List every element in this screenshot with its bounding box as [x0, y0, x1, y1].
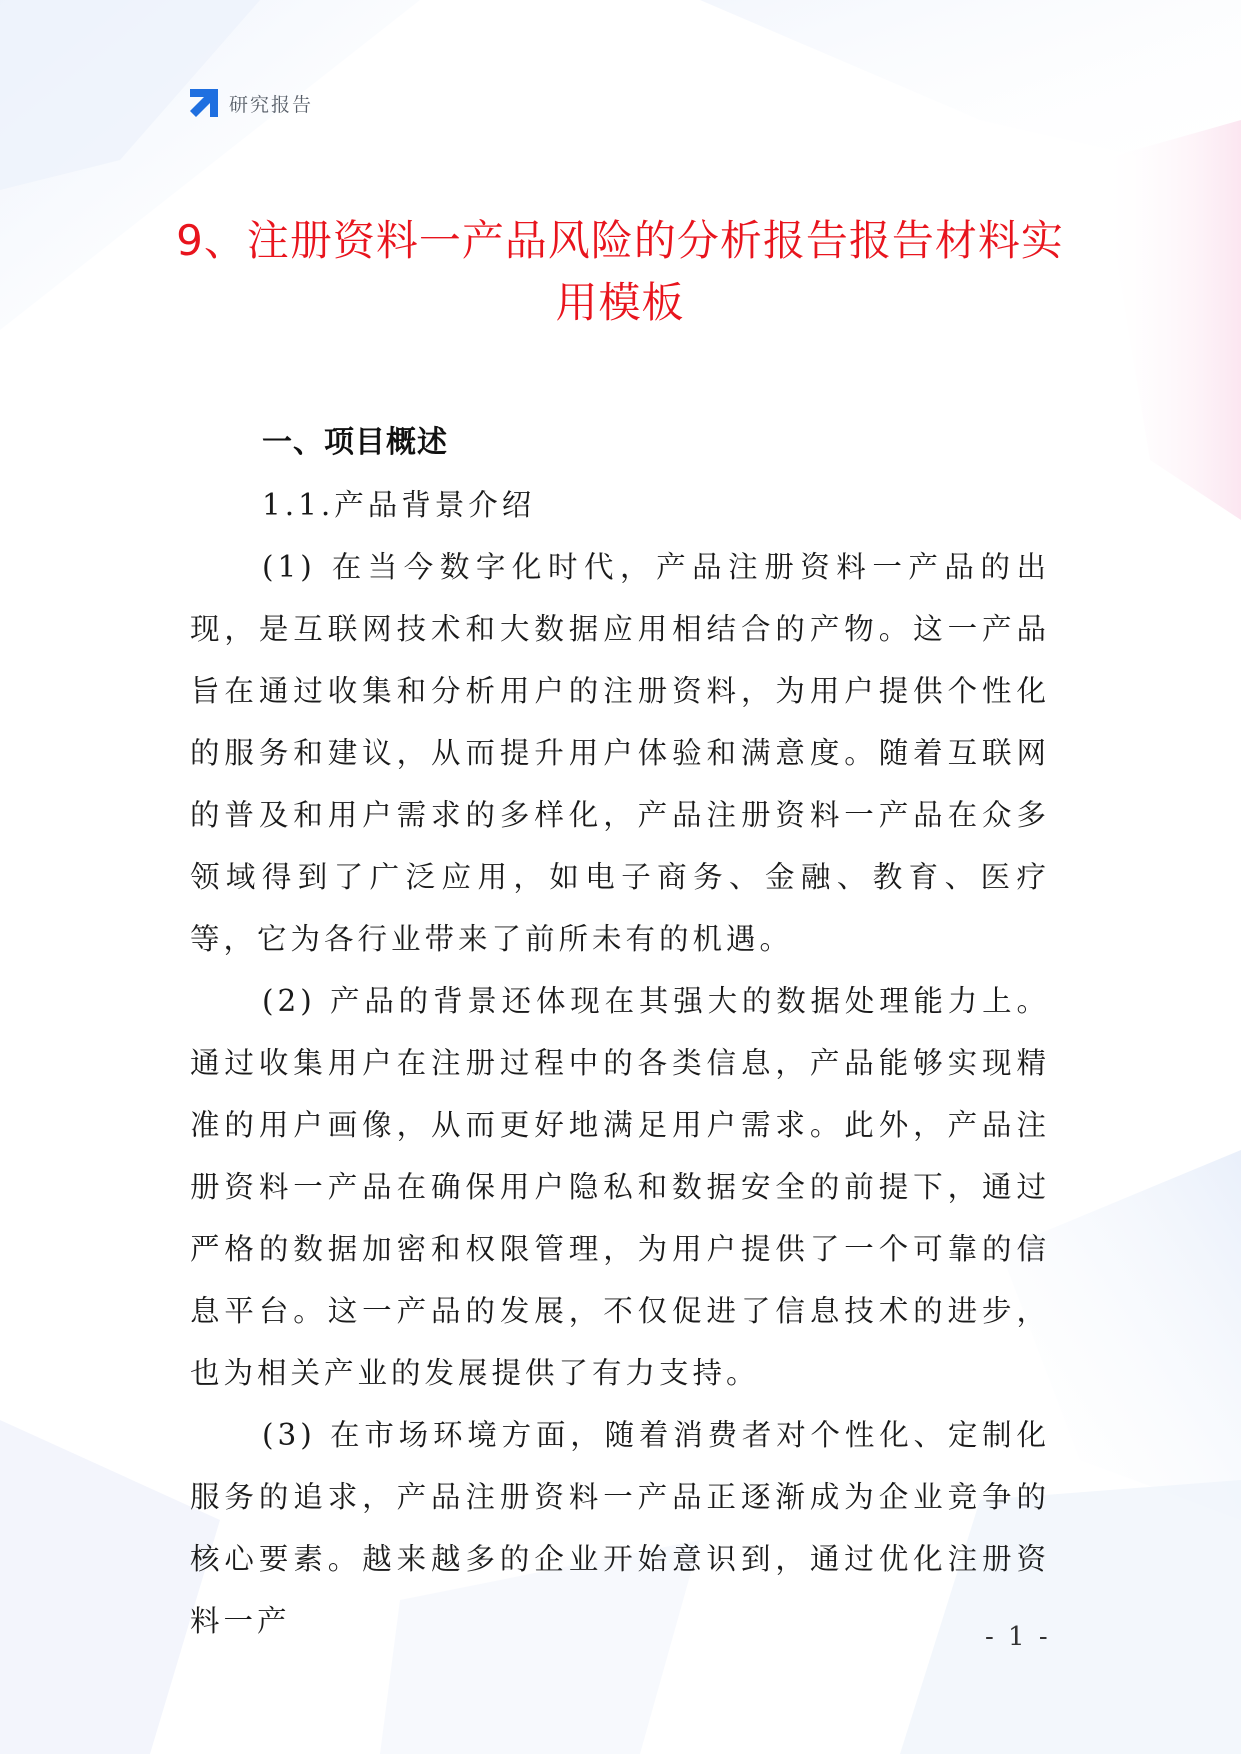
document-title: 9、注册资料一产品风险的分析报告报告材料实用模板 [176, 216, 1064, 327]
arrow-up-right-logo-icon [188, 87, 220, 119]
header-label: 研究报告 [229, 93, 314, 116]
page-number: - 1 - [985, 1622, 1051, 1652]
document-body [190, 412, 1050, 1652]
subsection-heading: 1.1.产品背景介绍 [262, 488, 536, 522]
section-heading: 一、项目概述 [262, 425, 448, 460]
paragraph: (2) 产品的背景还体现在其强大的数据处理能力上。通过收集用户在注册过程中的各类信息，产品能够实现精准的用户画像，从而更好地满足用户需求。此外，产品注册资料一产品在确保用户隐私和数据安全的前提下，通过严格的数据加密和权限管理，为用户提供了一个可靠的信息平台。这一产品的发展，不仅促进了信息技术的进步，也为相关产业的发展提供了有力支持。 [190, 984, 1050, 1390]
report-header [188, 87, 313, 119]
paragraph: (3) 在市场环境方面，随着消费者对个性化、定制化服务的追求，产品注册资料一产品正逐渐成为企业竞争的核心要素。越来越多的企业开始意识到，通过优化注册资料一产 [190, 1418, 1050, 1638]
paragraph: (1) 在当今数字化时代，产品注册资料一产品的出现，是互联网技术和大数据应用相结合的产物。这一产品旨在通过收集和分析用户的注册资料，为用户提供个性化的服务和建议，从而提升用户体验和满意度。随着互联网的普及和用户需求的多样化，产品注册资料一产品在众多领域得到了广泛应用，如电子商务、金融、教育、医疗等，它为各行业带来了前所未有的机遇。 [190, 550, 1050, 956]
